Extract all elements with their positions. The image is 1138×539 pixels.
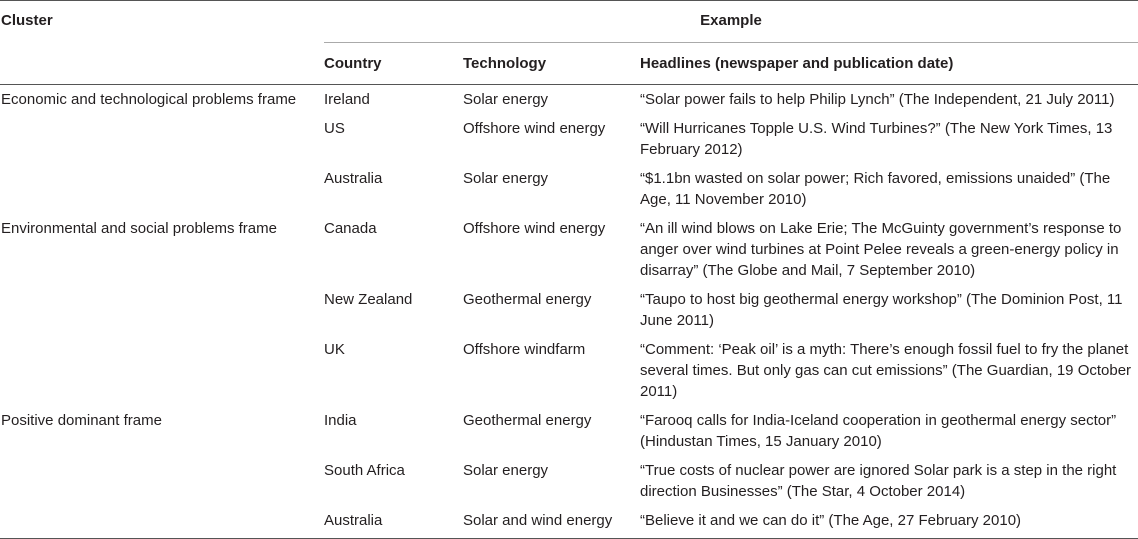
headline-cell: “Farooq calls for India-Iceland cooperation in geothermal energy sector” (Hindustan Times, 15 January 2010)	[640, 412, 1117, 450]
cluster-cell: Economic and technological problems frame	[0, 85, 324, 116]
cluster-cell	[0, 336, 324, 407]
table-row	[0, 215, 1138, 286]
headline-cell: “Believe it and we can do it” (The Age, 27 February 2010)	[640, 507, 1138, 539]
table-row	[0, 336, 1138, 407]
table-row	[0, 85, 1138, 116]
table-header	[0, 1, 1138, 85]
cluster-cell	[0, 507, 324, 539]
table-row	[0, 165, 1138, 215]
headlines-header: Headlines (newspaper and publication date)	[640, 43, 1138, 85]
header-row-sub	[0, 43, 1138, 85]
technology-cell: Solar energy	[463, 85, 640, 116]
technology-cell: Offshore windfarm	[463, 341, 586, 358]
cluster-header: Cluster	[1, 12, 53, 29]
technology-header: Technology	[463, 43, 640, 85]
technology-cell: Solar energy	[463, 462, 549, 479]
country-cell: Ireland	[324, 85, 463, 116]
country-cell: New Zealand	[324, 291, 413, 308]
headline-cell: “Solar power fails to help Philip Lynch” (The Independent, 21 July 2011)	[640, 85, 1138, 116]
technology-cell: Solar energy	[463, 170, 549, 187]
cluster-cell	[0, 115, 324, 165]
headline-cell: “An ill wind blows on Lake Erie; The McGuinty government’s response to anger over wind turbines at Point Pelee reveals a green-energy policy in disarray” (The Globe and Mail, 7 September 2010)	[640, 220, 1122, 279]
country-header: Country	[324, 43, 463, 85]
header-row-top	[0, 1, 1138, 43]
blank-header-cell	[0, 43, 324, 85]
headline-cell: “Will Hurricanes Topple U.S. Wind Turbines?” (The New York Times, 13 February 2012)	[640, 120, 1113, 158]
technology-cell: Offshore wind energy	[463, 120, 606, 137]
country-cell: Australia	[324, 170, 383, 187]
technology-cell: Solar and wind energy	[463, 507, 640, 539]
country-cell: Australia	[324, 507, 463, 539]
headline-cell: “True costs of nuclear power are ignored Solar park is a step in the right direction Businesses” (The Star, 4 October 2014)	[640, 462, 1117, 500]
cluster-cell: Environmental and social problems frame	[1, 220, 277, 237]
table-row	[0, 507, 1138, 539]
table-row	[0, 407, 1138, 457]
example-header: Example	[700, 12, 762, 29]
table-row	[0, 457, 1138, 507]
headline-cell: “Taupo to host big geothermal energy workshop” (The Dominion Post, 11 June 2011)	[640, 291, 1123, 329]
table-row	[0, 115, 1138, 165]
cluster-cell	[0, 457, 324, 507]
headline-cell: “$1.1bn wasted on solar power; Rich favored, emissions unaided” (The Age, 11 November 2010)	[640, 170, 1111, 208]
country-cell: South Africa	[324, 462, 405, 479]
country-cell: UK	[324, 341, 345, 358]
cluster-cell	[0, 165, 324, 215]
country-cell: Canada	[324, 220, 377, 237]
technology-cell: Offshore wind energy	[463, 220, 606, 237]
table-row	[0, 286, 1138, 336]
cluster-cell	[0, 286, 324, 336]
cluster-cell: Positive dominant frame	[1, 412, 162, 429]
country-cell: US	[324, 120, 345, 137]
headline-cell: “Comment: ‘Peak oil’ is a myth: There’s enough fossil fuel to fry the planet several times. But only gas can cut emissions” (The Guardian, 19 October 2011)	[640, 341, 1132, 400]
country-cell: India	[324, 412, 357, 429]
technology-cell: Geothermal energy	[463, 291, 592, 308]
table-body	[0, 85, 1138, 539]
technology-cell: Geothermal energy	[463, 412, 592, 429]
